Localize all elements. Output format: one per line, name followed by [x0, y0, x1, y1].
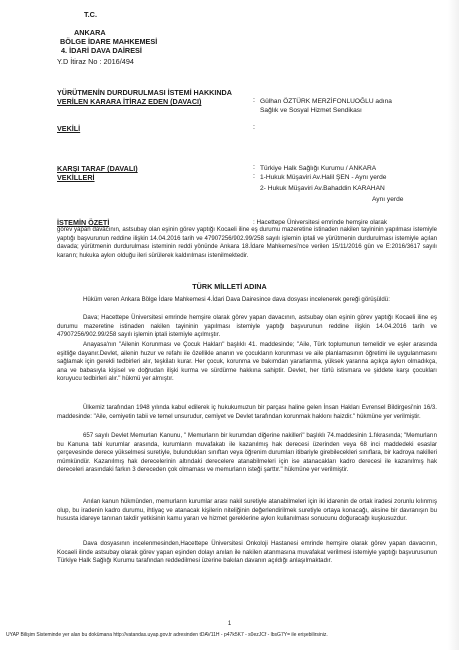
- header-chamber: 4. İDARİ DAVA DAİRESİ: [61, 46, 142, 55]
- claimant-vekil-label: VEKİLİ: [57, 124, 81, 133]
- header-city: ANKARA: [74, 28, 106, 37]
- page-number: 1: [227, 621, 232, 627]
- claimant-value-2: Sağlık ve Sosyal Hizmet Sendikası: [260, 107, 362, 114]
- colon-sep: :: [253, 164, 255, 171]
- paragraph: Anayasa'nın "Ailenin Korunması ve Çocuk Hakları" başlıklı 41. maddesinde; "Aile, Türk toplumunun temelidir ve eşler arasında eşitliğe dayanır.Devlet, ailenin huzur ve refahı ile özellikle ananın ve çocukların korunması ve aile planlamasının öğretimi ile uygulanmasını sağlamak için gerekli tedbirleri alır, teşkilatı kurar. Her çocuk, korunma ve bakımdan yararlanma, yüksek yararına açıkça aykırı olmadıkça, ana ve babasıyla kişisel ve doğrudan ilişki kurma ve sürdürme hakkına sahiptir. Devlet, her türlü istismara ve şiddete karşı çocukları koruyucu tedbirleri alır." hükmü yer almıştır.: [57, 341, 437, 383]
- defendant-vekil-label: VEKİLLERİ: [57, 173, 95, 182]
- claimant-value-1: Gülhan ÖZTÜRK MERZİFONLUOĞLU adına: [260, 98, 392, 105]
- paragraph: Ülkemiz tarafından 1948 yılında kabul edilerek iç hukukumuzun bir parçası haline gelen İnsan Hakları Evrensel Bildirgesi'nin 16/3. maddesinde: "Aile, cemiyetin tabii ve temel unsurudur, cemiyet ve Devlet tarafından korunmak hakkını haizdir." hükmüne yer verilmiştir.: [57, 404, 437, 420]
- defendant-label: KARŞI TARAF (DAVALI): [57, 164, 138, 173]
- file-number: Y.D İtiraz No : 2016/494: [57, 57, 134, 66]
- defendant-vekil-1: 1-Hukuk Müşaviri Av.Halil ŞEN - Aynı yerde: [260, 174, 387, 181]
- defendant-vekil-2a: 2- Hukuk Müşaviri Av.Bahaddin KARAHAN: [260, 185, 385, 192]
- colon-sep: :: [253, 124, 255, 131]
- istem-label: İSTEMİN ÖZETİ: [57, 218, 110, 227]
- istem-first-line: : Hacettepe Üniversitesi emrinde hemşire olarak: [253, 219, 388, 226]
- defendant-vekil-2b: Aynı yerde: [372, 196, 404, 203]
- nation-title: TÜRK MİLLETİ ADINA: [192, 282, 267, 291]
- paragraph: 657 sayılı Devlet Memurları Kanunu, " Memurların bir kurumdan diğerine nakilleri" başlıklı 74.maddesinin 1.fıkrasında; "Memurların bu Kanuna tabi kurumlar arasında, kurumların muvafakatı ile kazanılmış hak derecesi üzerinden veya 68 inci maddedeki esaslar çerçevesinde derece yükselmesi suretiyle, bulundukları sınıftan veya öğrenim durumları itibariyle girebilecekleri sınıflara, bir kadroya nakilleri mümkündür. Kazanılmış hak derecelerinin altındaki derecelere atanabilmeleri için ise atanacakları kadro derecesi ile kazanılmış hak dereceleri arasındaki farkın 3 dereceden çok olmaması ve memurların isteği şarttır." hükmüne yer verilmiştir.: [57, 432, 437, 474]
- title-line1: YÜRÜTMENİN DURDURULMASI İSTEMİ HAKKINDA: [57, 88, 232, 97]
- header-court: BÖLGE İDARE MAHKEMESİ: [60, 37, 158, 46]
- colon-sep: :: [253, 97, 255, 104]
- colon-sep: :: [253, 173, 255, 180]
- paragraph: Anılan kanun hükmünden, memurların kurumlar arası nakil suretiyle atanabilmeleri için iki idarenin de ortak iradesi zorunlu kılınmış olup, bu iradenin kadro durumu, ihtiyaç ve atanacak kişilerin niteliğinin değerlendirilmek suretiyle ortaya konacağı, aksine bir davranışın bu hususta idareye tanınan takdir yetkisinin kamu yararı ve hizmet gereklerine aykırı kullanılması sonucunu doğuracağı kuşkusuzdur.: [57, 498, 437, 523]
- paragraph: Dava; Hacettepe Üniversitesi emrinde hemşire olarak görev yapan davacının, astsubay olan eşinin görev yaptığı Kocaeli iline eş durumu mazeretine istinaden nakilen tayininin yapılması istemiyle yaptığı başvurunun reddine ilişkin 14.04.2016 tarih ve 47907256/902.99/258 sayılı işlemin iptali istemiyle açılmıştır.: [57, 314, 437, 339]
- paragraph: Hüküm veren Ankara Bölge İdare Mahkemesi 4.İdari Dava Dairesince dava dosyası incelenerek gereği görüşüldü:: [83, 296, 390, 303]
- uyap-footer: UYAP Bilişim Sisteminde yer alan bu dokümana http://vatandas.uyap.gov.tr adresinden tDAV11H - p47k5K7 - s0ezJCf - lbsG7Y= ile erişebilirsiniz.: [6, 632, 328, 638]
- paragraph: Dava dosyasının incelenmesinden,Hacettepe Üniversitesi Onkoloji Hastanesi emrinde hemşire olarak görev yapan davacının, Kocaeli ilinde astsubay olarak görev yapan eşinden dolayı anılan ile nakilen atanmasına muvafakat verilmesi istemiyle yaptığı başvurusunun Türkiye Halk Sağlığı Kurumu tarafından reddedilmesi üzerine bakılan davanın açıldığı anlaşılmaktadır.: [57, 540, 437, 565]
- defendant-value: Türkiye Halk Sağlığı Kurumu / ANKARA: [260, 165, 377, 172]
- header-tc: T.C.: [84, 10, 97, 19]
- title-line2: VERİLEN KARARA İTİRAZ EDEN (DAVACI): [57, 97, 202, 106]
- scan-edge: [448, 0, 459, 650]
- istem-text: görev yapan davacının, astsubay olan eşinin görev yaptığı Kocaeli iline eş durumu mazeretine istinaden nakilen tayininin yapılması istemiyle yaptığı başvurunun reddine ilişkin 14.04.2016 tarih ve 47907256/902.99/258 sayılı işlemin iptali ve yürütmenin durdurulması istemiyle açılan davada; yürütmenin durdurulması isteminin reddi yönünde Ankara 18.İdare Mahkemesi'nce verilen 15/11/2016 gün ve E:2016/3617 sayılı kararın; hukuka aykırı olduğu ileri sürülerek kaldırılması istenilmektedir.: [57, 226, 437, 259]
